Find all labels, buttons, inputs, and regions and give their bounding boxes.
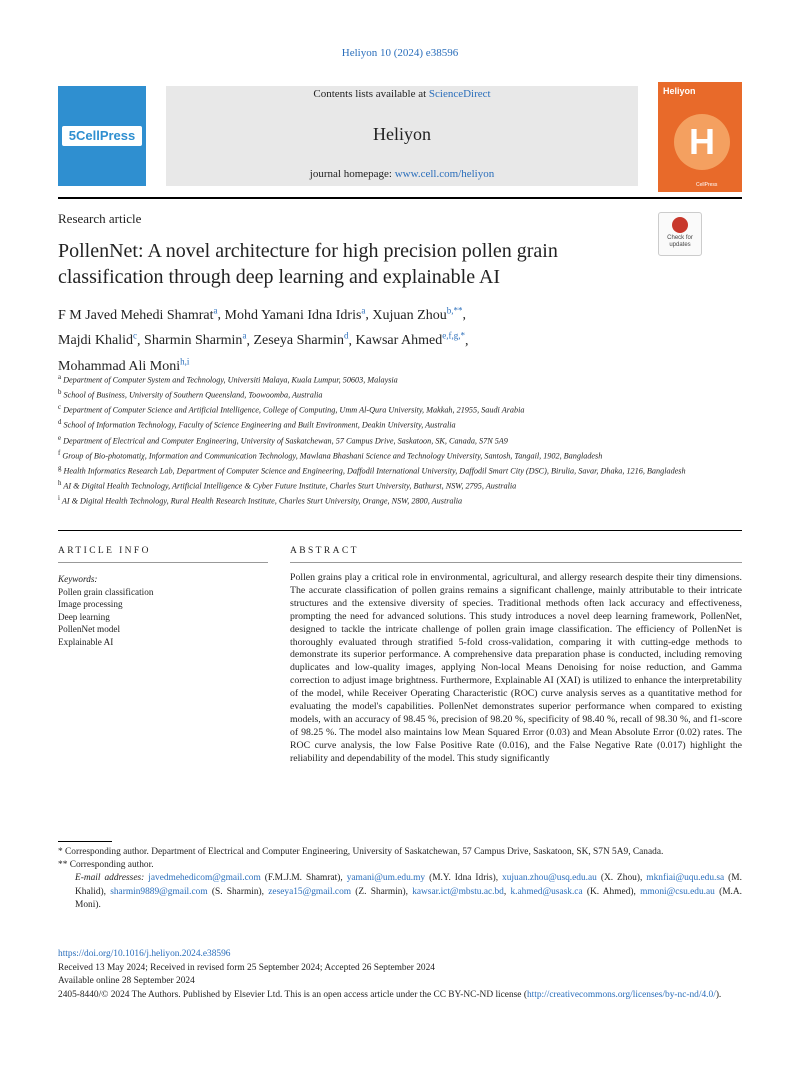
keyword: Image processing [58, 599, 123, 609]
article-info-divider [58, 562, 268, 563]
keyword: Pollen grain classification [58, 586, 154, 597]
section-divider [58, 530, 742, 531]
author[interactable]: Mohammad Ali Moni$^{h,i}$ [58, 356, 190, 374]
bookmark-icon [672, 217, 688, 233]
journal-reference[interactable]: Heliyon 10 (2024) e38596 [341, 47, 459, 59]
affiliations [58, 372, 748, 508]
author[interactable]: Kawsar Ahmed$^{e,f,g,*}$ [355, 330, 465, 349]
homepage-line: journal homepage: www.cell.com/heliyon [309, 168, 495, 180]
article-type: Research article [58, 211, 142, 226]
cellpress-logo[interactable]: 5CellPress [58, 86, 146, 186]
keywords-block [58, 573, 268, 648]
journal-cover-image[interactable]: Heliyon H CellPress [658, 82, 742, 192]
author[interactable]: Zeseya Sharmin$^d$ [253, 330, 349, 349]
license-statement: 2405-8440/© 2024 The Authors. Published by Elsevier Ltd. This is an open access article under the CC BY-NC-ND license (http://creativecommons.org/licenses/by-nc-nd/4.0/). [58, 989, 722, 1000]
affiliation: $^f$ Group of Bio-photomatiχ, Information and Communication Technology, Mawlana Bhashani Science and Technology University, Santosh, Tangail, 1902, Bangladesh [58, 449, 603, 461]
affiliation: $^g$ Health Informatics Research Lab, Department of Computer Science and Engineering, Daffodil International University, Daffodil Smart City (DSC), Birulia, Savar, Dhaka, 1216, Bangladesh [58, 464, 686, 476]
journal-info-band [166, 86, 638, 186]
article-info-heading: ARTICLE INFO [58, 546, 151, 556]
email-link[interactable]: mmoni@csu.edu.au [640, 886, 715, 897]
affiliation: $^b$ School of Business, University of Southern Queensland, Toowoomba, Australia [58, 389, 323, 400]
homepage-link[interactable]: www.cell.com/heliyon [394, 168, 495, 180]
keywords-label: Keywords: [58, 574, 98, 584]
received-dates: Received 13 May 2024; Received in revised form 25 September 2024; Accepted 26 September 2024 [58, 962, 435, 973]
email-addresses: E-mail addresses: javedmehedicom@gmail.com (F.M.J.M. Shamrat), yamani@um.edu.my (M.Y. Idna Idris), xujuan.zhou@usq.edu.au (X. Zhou), mknfiai@uqu.edu.sa (M. Khalid), sharmin9889@gmail.com (S. Sharmin), zeseya15@gmail.com (Z. Sharmin), kawsar.ict@mbstu.ac.bd, k.ahmed@usask.ca (K. Ahmed), mmoni@csu.edu.au (M.A. Moni). [75, 873, 743, 910]
affiliation: $^i$ AI & Digital Health Technology, Rural Health Research Institute, Charles Sturt University, Orange, NSW, 2800, Australia [58, 495, 463, 506]
contents-line: Contents lists available at ScienceDirect [313, 88, 491, 100]
article-title: PollenNet: A novel architecture for high precision pollen grain classification through deep learning and explainable AI [58, 240, 558, 288]
footnotes [58, 846, 742, 912]
email-link[interactable]: mknfiai@uqu.edu.sa [646, 873, 725, 884]
abstract-divider [290, 562, 742, 563]
author[interactable]: Mohd Yamani Idna Idris$^a$ [224, 305, 366, 323]
email-link[interactable]: javedmehedicom@gmail.com [148, 873, 261, 884]
header-divider [58, 197, 742, 199]
author[interactable]: Xujuan Zhou$^{b,**}$ [372, 305, 463, 323]
affiliation: $^c$ Department of Computer Science and Artificial Intelligence, College of Computing, Umm Al-Qura University, Makkah, 21955, Saudi Arabia [58, 404, 525, 416]
affiliation: $^d$ School of Information Technology, Faculty of Science Engineering and Built Environment, Deakin University, Australia [58, 419, 456, 431]
author-list: F M Javed Mehedi Shamrat$^a$, Mohd Yamani Idna Idris$^a$, Xujuan Zhou$^{b,**}$, Majdi Khalid$^c$, Sharmin Sharmin$^a$, Zeseya Sharmin$^d$, Kawsar Ahmed$^{e,f,g,*}$, Mohammad Ali Moni$^{h,i}$ [58, 305, 469, 374]
affiliation: $^h$ AI & Digital Health Technology, Artificial Intelligence & Cyber Future Institute, Charles Sturt University, Bathurst, NSW, 2795, Australia [58, 479, 517, 491]
email-link[interactable]: sharmin9889@gmail.com [110, 886, 208, 897]
journal-title: Heliyon [373, 124, 431, 144]
author[interactable]: Majdi Khalid$^c$ [58, 330, 138, 349]
publication-info [58, 948, 742, 1002]
keyword: Deep learning [58, 611, 110, 622]
affiliation: $^a$ Department of Computer System and Technology, Universiti Malaya, Kuala Lumpur, 50603, Malaysia [58, 374, 398, 385]
abstract-heading: ABSTRACT [290, 546, 359, 556]
license-link[interactable]: http://creativecommons.org/licenses/by-nc-nd/4.0/ [526, 989, 716, 1000]
doi-link[interactable]: https://doi.org/10.1016/j.heliyon.2024.e38596 [58, 949, 231, 959]
email-link[interactable]: xujuan.zhou@usq.edu.au [502, 873, 597, 884]
abstract-text: Pollen grains play a critical role in environmental, agricultural, and allergy research despite their tiny dimensions. The accurate classification of pollen grains remains a significant challenge, mainly attributable to their intricate structures and the extensive diversity of species. Traditional methods often lack accuracy and effectiveness, prompting the need for advanced solutions. This study introduces a novel deep learning framework, PollenNet, designed to tackle the intricate challenge of pollen grain image classification. The efficiency of PollenNet is thoroughly evaluated through stratified 5-fold cross-validation, comparing it with cutting-edge methods to demonstrate its superior performance. A comprehensive data preparation phase is conducted, including removing duplicates and low-quality images, applying Non-local Means Denoising for noise reduction, and Gamma correction to adjust image brightness. Furthermore, Explainable AI (XAI) is utilized to enhance the interpretability of the model, while Receiver Operating Characteristic (ROC) curve analysis serves as a quantitative method for evaluating the model's capabilities. PollenNet demonstrates superior performance when compared to existing models, with an accuracy of 98.45 %, precision of 98.20 %, specificity of 98.40 %, recall of 98.30 %, and f1-score of 98.25 %. The model also maintains low Mean Squared Error (0.03) and Mean Absolute Error (0.02) rates. The ROC curve analysis, the low False Positive Rate (0.016), and the False Negative Rate (0.017) highlight the reliability and dependability of the model. This study significantly [290, 572, 742, 764]
check-for-updates-badge[interactable]: Check for updates [658, 212, 702, 256]
sciencedirect-link[interactable]: ScienceDirect [428, 88, 491, 100]
email-link[interactable]: yamani@um.edu.my [346, 873, 426, 884]
affiliation: $^e$ Department of Electrical and Computer Engineering, University of Saskatchewan, 57 Campus Drive, Saskatoon, SK, Canada, S7N 5A9 [58, 434, 508, 446]
author[interactable]: Sharmin Sharmin$^a$ [144, 330, 247, 349]
email-link[interactable]: kawsar.ict@mbstu.ac.bd [412, 886, 504, 897]
corresponding-author-note-2: ** Corresponding author. [58, 860, 154, 871]
email-link[interactable]: k.ahmed@usask.ca [510, 886, 583, 897]
online-date: Available online 28 September 2024 [58, 976, 195, 987]
author[interactable]: F M Javed Mehedi Shamrat$^a$ [58, 305, 218, 323]
keyword: PollenNet model [58, 624, 121, 634]
footnote-rule [58, 841, 112, 842]
keyword: Explainable AI [58, 636, 114, 647]
email-link[interactable]: zeseya15@gmail.com [268, 886, 352, 897]
corresponding-author-note: * Corresponding author. Department of Electrical and Computer Engineering, University of Saskatchewan, 57 Campus Drive, Saskatoon, SK, S7N 5A9, Canada. [58, 847, 664, 857]
journal-header [58, 86, 742, 186]
